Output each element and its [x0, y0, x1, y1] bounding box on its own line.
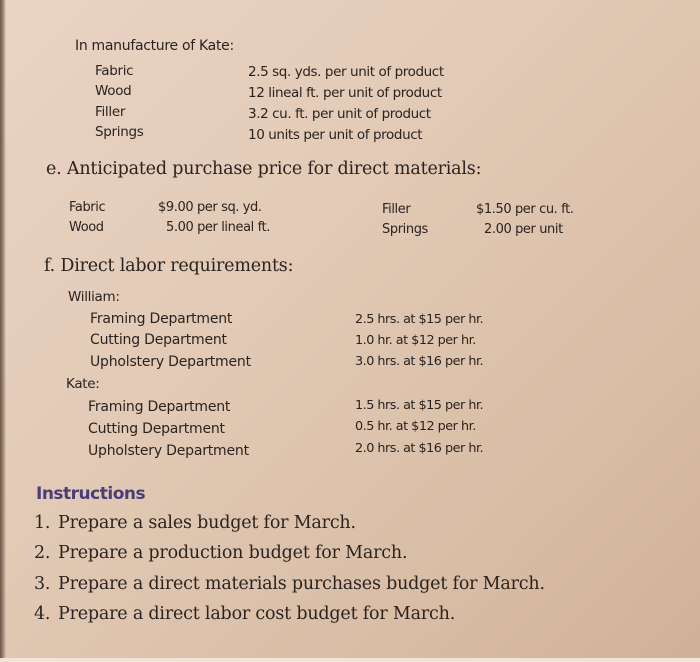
department-name: Framing Department — [88, 399, 231, 415]
labor-rate: 2.0 hrs. at $16 per hr. — [355, 441, 484, 456]
section-e-heading: e. Anticipated purchase price for direct materials: — [46, 159, 482, 179]
step-text: Prepare a production budget for March. — [58, 543, 408, 563]
labor-rate: 1.0 hr. at $12 per hr. — [355, 333, 476, 348]
labor-group-label-william: William: — [68, 289, 120, 305]
price-value: 2.00 per unit — [484, 222, 563, 237]
department-name: Upholstery Department — [88, 443, 249, 459]
step-text: Prepare a direct labor cost budget for March. — [58, 604, 456, 624]
step-number: 2. — [34, 543, 51, 563]
labor-rate: 0.5 hr. at $12 per hr. — [355, 419, 476, 434]
section-f-heading: f. Direct labor requirements: — [44, 256, 294, 276]
department-name: Upholstery Department — [90, 354, 251, 370]
price-material-name: Filler — [382, 202, 411, 217]
price-value: $1.50 per cu. ft. — [476, 202, 574, 217]
price-material-name: Springs — [382, 222, 428, 237]
step-number: 1. — [34, 513, 51, 533]
step-number: 3. — [34, 574, 51, 594]
instruction-step — [34, 574, 545, 594]
labor-group-label-kate: Kate: — [66, 376, 100, 392]
labor-rate: 2.5 hrs. at $15 per hr. — [355, 312, 484, 327]
labor-rate: 1.5 hrs. at $15 per hr. — [355, 398, 484, 413]
material-name: Fabric — [95, 63, 134, 79]
step-number: 4. — [34, 604, 51, 624]
instruction-step — [34, 513, 356, 533]
price-value: 5.00 per lineal ft. — [166, 220, 270, 235]
step-text: Prepare a direct materials purchases budget for March. — [58, 574, 545, 594]
material-requirement: 10 units per unit of product — [248, 127, 423, 143]
price-material-name: Fabric — [69, 200, 106, 215]
price-material-name: Wood — [69, 220, 104, 235]
material-name: Wood — [95, 83, 132, 99]
material-name: Springs — [95, 124, 144, 140]
price-value: $9.00 per sq. yd. — [158, 200, 262, 215]
department-name: Cutting Department — [90, 332, 227, 348]
instructions-heading: Instructions — [36, 484, 146, 504]
department-name: Cutting Department — [88, 421, 225, 437]
page-binding-shadow — [0, 0, 6, 662]
department-name: Framing Department — [90, 311, 233, 327]
material-requirement: 3.2 cu. ft. per unit of product — [248, 106, 431, 122]
page-bottom-edge — [0, 658, 700, 662]
manufacture-intro: In manufacture of Kate: — [75, 38, 234, 54]
labor-rate: 3.0 hrs. at $16 per hr. — [355, 354, 484, 369]
material-name: Filler — [95, 104, 126, 120]
material-requirement: 2.5 sq. yds. per unit of product — [248, 64, 444, 80]
instruction-step — [34, 604, 455, 624]
material-requirement: 12 lineal ft. per unit of product — [248, 85, 442, 101]
step-text: Prepare a sales budget for March. — [58, 513, 356, 533]
instruction-step — [34, 543, 407, 563]
